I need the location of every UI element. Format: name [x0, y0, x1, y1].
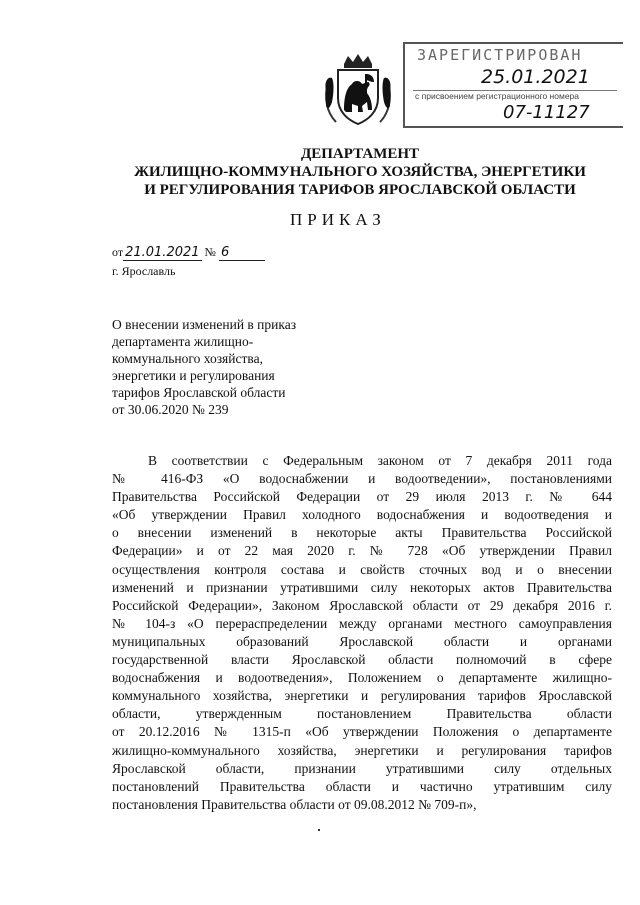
- document-type: ПРИКАЗ: [290, 210, 386, 229]
- body-line: Ярославской области, признании утратившими силу отдельных: [112, 760, 612, 776]
- city: г. Ярославль: [112, 264, 176, 278]
- subject-line: департамента жилищно-: [112, 334, 254, 349]
- order-subject: [112, 316, 342, 418]
- body-line: изменений и признании утратившими силу некоторых актов Правительства: [112, 579, 612, 595]
- body-line: коммунального хозяйства, энергетики и регулирования тарифов Ярославской: [112, 688, 612, 704]
- from-label: от: [112, 245, 124, 259]
- subject-line: О внесении изменений в приказ: [112, 317, 297, 332]
- department-name-line-3: И РЕГУЛИРОВАНИЯ ТАРИФОВ ЯРОСЛАВСКОЙ ОБЛАСТИ: [144, 182, 576, 198]
- stamp-number: 07-11127: [503, 102, 590, 123]
- body-line: жилищно-коммунального хозяйства, энергетики и регулирования тарифов: [112, 742, 612, 758]
- body-line: № 104-з «О перераспределении между органами местного самоуправления: [112, 615, 612, 631]
- coat-of-arms-icon: [322, 52, 394, 128]
- body-line: Российской Федерации», Законом Ярославской области от 29 декабря 2016 г.: [112, 597, 612, 613]
- subject-line: тарифов Ярославской области: [112, 385, 286, 400]
- number-label: №: [204, 245, 216, 259]
- body-line: о внесении изменений в некоторые акты Правительства Российской: [112, 525, 612, 541]
- order-body: [112, 452, 612, 814]
- body-line: водоснабжения и водоотведения», Положением о департаменте жилищно-: [112, 670, 612, 686]
- department-title: ДЕПАРТАМЕНТ: [300, 146, 420, 162]
- body-line: от 20.12.2016 № 1315-п «Об утверждении Положения о департаменте: [112, 724, 612, 740]
- stamp-title: ЗАРЕГИСТРИРОВАН: [417, 46, 583, 64]
- subject-line: от 30.06.2020 № 239: [112, 402, 229, 417]
- stamp-date: 25.01.2021: [481, 66, 590, 88]
- body-line: В соответствии с Федеральным законом от 7 декабря 2011 года: [148, 453, 612, 468]
- body-line: «Об утверждении Правил холодного водоснабжения и водоотведения и: [112, 507, 612, 523]
- registration-stamp: [403, 42, 623, 128]
- order-number: 6: [219, 245, 265, 261]
- body-line: государственной власти Ярославской области полномочий в сфере: [112, 652, 612, 668]
- body-line: постановления Правительства области от 09.08.2012 № 709-п»,: [112, 796, 477, 812]
- body-line: области, утвержденным постановлением Правительства области: [112, 706, 612, 722]
- body-line: осуществления контроля состава и свойств сточных вод и о внесении: [112, 561, 612, 577]
- body-line: муниципальных образований Ярославской области и органами: [112, 633, 612, 649]
- body-line: Федерации» и от 22 мая 2020 г. № 728 «Об утверждении Правил: [112, 543, 612, 559]
- order-date: 21.01.2021: [125, 245, 200, 260]
- body-line: № 416-ФЗ «О водоснабжении и водоотведении», постановлениями: [112, 471, 612, 487]
- subject-line: энергетики и регулирования: [112, 368, 275, 383]
- order-date-number: [112, 245, 265, 261]
- body-line: постановлений Правительства области и частично утратившим силу: [112, 778, 612, 794]
- body-line: Правительства Российской Федерации от 29 июля 2013 г. № 644: [112, 489, 612, 505]
- department-name-line-2: ЖИЛИЩНО-КОММУНАЛЬНОГО ХОЗЯЙСТВА, ЭНЕРГЕТИКИ: [134, 164, 586, 180]
- scan-speck: [318, 829, 320, 831]
- subject-line: коммунального хозяйства,: [112, 351, 263, 366]
- stamp-caption: с присвоением регистрационного номера: [415, 91, 579, 101]
